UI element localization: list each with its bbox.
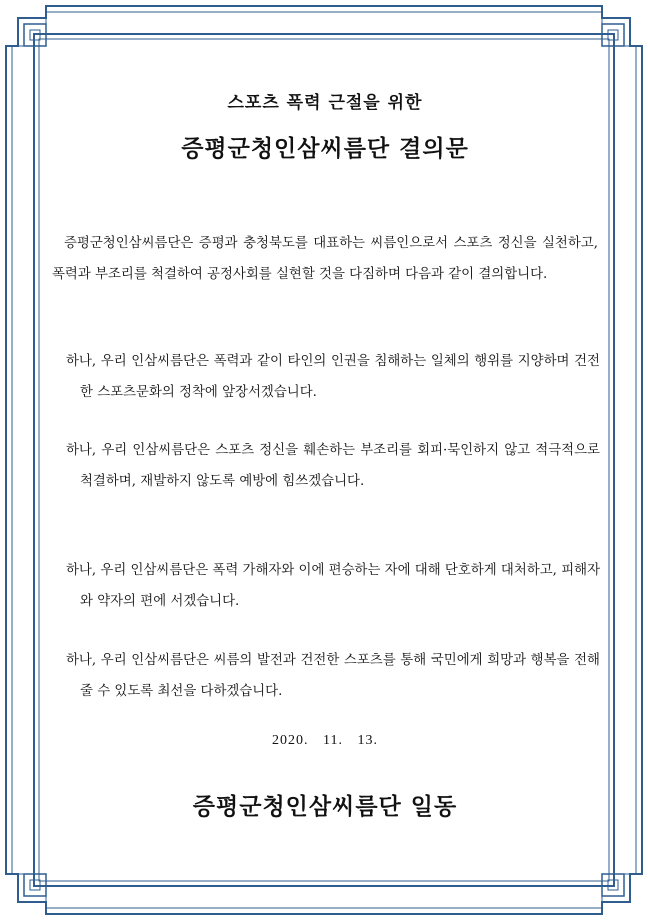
resolution-lead: 하나, (66, 443, 97, 458)
resolution-lead: 하나, (66, 354, 97, 369)
document-signature: 증평군청인삼씨름단 일동 (192, 794, 458, 820)
resolution-text: 우리 인삼씨름단은 폭력 가해자와 이에 편승하는 자에 대해 단호하게 대처하고, 피해자와 약자의 편에 서겠습니다. (80, 563, 600, 609)
resolution-item (66, 346, 600, 408)
resolution-text: 우리 인삼씨름단은 씨름의 발전과 건전한 스포츠를 통해 국민에게 희망과 행복을 전해줄 수 있도록 최선을 다하겠습니다. (80, 653, 600, 699)
resolution-item (66, 555, 600, 617)
resolution-item (66, 435, 600, 497)
resolution-text: 우리 인삼씨름단은 폭력과 같이 타인의 인권을 침해하는 일체의 행위를 지양하며 건전한 스포츠문화의 정착에 앞장서겠습니다. (80, 354, 600, 400)
document-date: 2020. 11. 13. (272, 733, 378, 748)
resolution-item (66, 645, 600, 707)
resolution-lead: 하나, (66, 653, 97, 668)
document-title: 증평군청인삼씨름단 결의문 (181, 136, 469, 162)
resolution-text: 우리 인삼씨름단은 스포츠 정신을 훼손하는 부조리를 회피·묵인하지 않고 적극적으로 척결하며, 재발하지 않도록 예방에 힘쓰겠습니다. (80, 443, 600, 489)
resolution-lead: 하나, (66, 563, 97, 578)
intro-paragraph: 증평군청인삼씨름단은 증평과 충청북도를 대표하는 씨름인으로서 스포츠 정신을 실천하고, 폭력과 부조리를 척결하여 공정사회를 실현할 것을 다짐하며 다음과 같이 결의합니다. (52, 236, 598, 282)
document-subtitle: 스포츠 폭력 근절을 위한 (227, 93, 423, 113)
